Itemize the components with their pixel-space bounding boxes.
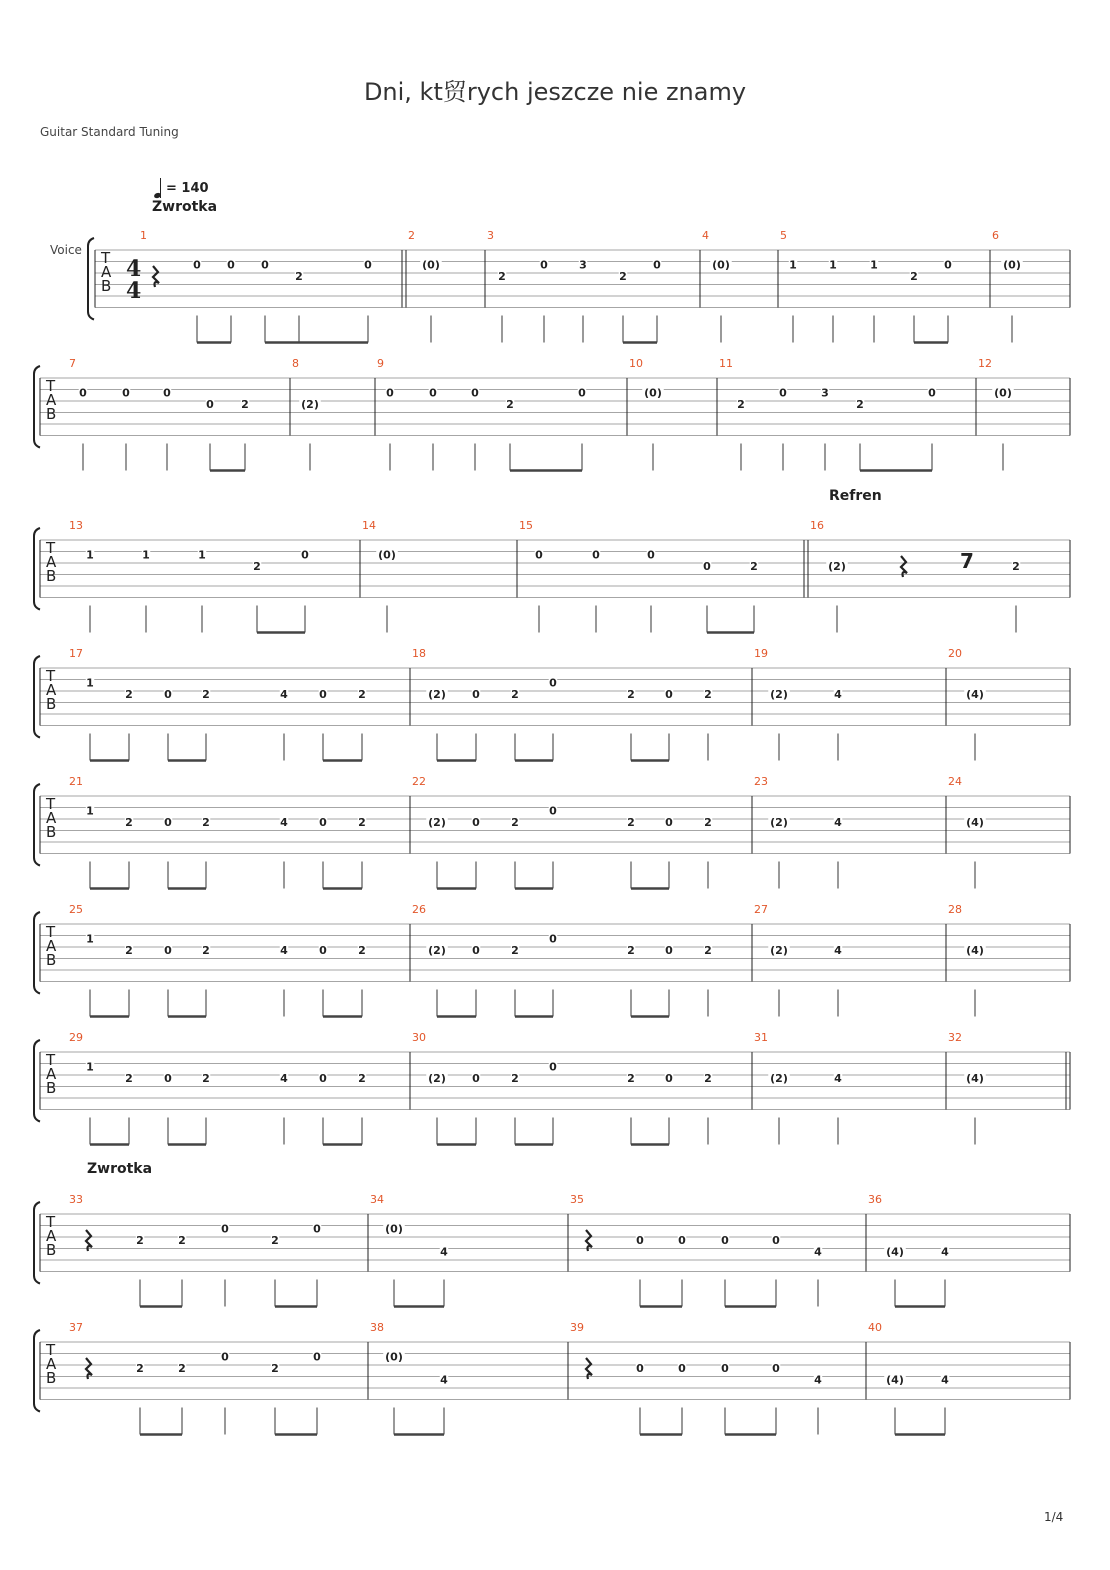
tuning-label: Guitar Standard Tuning xyxy=(40,125,179,139)
fret-number: 2 xyxy=(619,270,627,283)
fret-number: (2) xyxy=(428,816,446,829)
fret-number: 0 xyxy=(636,1234,644,1247)
measure-number: 23 xyxy=(754,775,768,788)
measure-number: 38 xyxy=(370,1321,384,1334)
fret-number: 1 xyxy=(86,1060,94,1074)
fret-number: 0 xyxy=(549,1060,557,1074)
tab-clef-letter: B xyxy=(101,277,112,295)
fret-number: 0 xyxy=(227,258,235,272)
measure-number: 22 xyxy=(412,775,426,788)
fret-number: 2 xyxy=(910,270,918,283)
fret-number: 2 xyxy=(627,1072,635,1085)
quarter-rest-icon xyxy=(86,1358,92,1379)
fret-number: 2 xyxy=(136,1362,144,1375)
fret-number: 2 xyxy=(511,944,519,957)
measure-number: 40 xyxy=(868,1321,882,1334)
fret-number: (2) xyxy=(828,560,846,573)
measure-number: 34 xyxy=(370,1193,384,1206)
fret-number: 2 xyxy=(498,270,506,283)
fret-number: 0 xyxy=(772,1234,780,1247)
fret-number: (4) xyxy=(966,816,984,829)
tempo-marking: = 140 xyxy=(166,181,209,196)
fret-number: 0 xyxy=(592,548,600,562)
tab-clef-letter: T xyxy=(46,377,56,395)
fret-number: 0 xyxy=(653,258,661,272)
tab-clef-letter: B xyxy=(46,695,57,713)
fret-number: 2 xyxy=(1012,560,1020,573)
measure-number: 12 xyxy=(978,357,992,370)
quarter-rest-icon xyxy=(586,1358,592,1379)
fret-number: 2 xyxy=(704,816,712,829)
fret-number: 2 xyxy=(737,398,745,411)
fret-number: 1 xyxy=(86,932,94,946)
fret-number: (2) xyxy=(770,944,788,957)
fret-number: 2 xyxy=(856,398,864,411)
fret-number: (4) xyxy=(966,688,984,701)
fret-number: 2 xyxy=(125,944,133,957)
fret-number: 0 xyxy=(193,258,201,272)
fret-number: (2) xyxy=(770,1072,788,1085)
fret-number: 0 xyxy=(364,258,372,272)
fret-number: 0 xyxy=(636,1362,644,1375)
fret-number: 2 xyxy=(511,816,519,829)
fret-number: (0) xyxy=(385,1222,403,1236)
measure-number: 28 xyxy=(948,903,962,916)
fret-number: 2 xyxy=(704,944,712,957)
fret-number: 4 xyxy=(280,688,288,701)
fret-number: 4 xyxy=(814,1373,822,1387)
fret-number: 2 xyxy=(125,688,133,701)
fret-number: 2 xyxy=(750,560,758,573)
measure-number: 5 xyxy=(780,229,787,242)
fret-number: 1 xyxy=(870,258,878,272)
fret-number: (4) xyxy=(886,1245,904,1259)
measure-number: 9 xyxy=(377,357,384,370)
fret-number: 0 xyxy=(319,816,327,829)
fret-number: 4 xyxy=(440,1373,448,1387)
fret-number: 2 xyxy=(704,1072,712,1085)
fret-number: 1 xyxy=(86,804,94,818)
tab-clef-letter: T xyxy=(46,539,56,557)
fret-number: 0 xyxy=(665,816,673,829)
fret-number: 4 xyxy=(280,944,288,957)
system-bracket xyxy=(34,784,40,866)
fret-number: 2 xyxy=(358,944,366,957)
fret-number: 0 xyxy=(549,932,557,946)
quarter-rest-icon xyxy=(86,1230,92,1251)
fret-number: 0 xyxy=(319,1072,327,1085)
fret-number: 4 xyxy=(280,816,288,829)
fret-number: 0 xyxy=(221,1350,229,1364)
fret-number: 2 xyxy=(202,816,210,829)
quarter-rest-icon xyxy=(153,266,159,287)
fret-number: 2 xyxy=(358,1072,366,1085)
section-label-zwrotka-2: Zwrotka xyxy=(87,1161,153,1177)
measure-number: 24 xyxy=(948,775,962,788)
fret-number: (0) xyxy=(712,258,730,272)
fret-number: (2) xyxy=(428,1072,446,1085)
tab-clef-letter: A xyxy=(46,391,57,409)
fret-number: 2 xyxy=(506,398,514,411)
fret-number: (2) xyxy=(770,688,788,701)
fret-number: 4 xyxy=(440,1245,448,1259)
measure-number: 16 xyxy=(810,519,824,532)
section-label-refren: Refren xyxy=(829,488,882,504)
fret-number: 0 xyxy=(261,258,269,272)
system-bracket xyxy=(34,1040,40,1122)
tab-clef-letter: B xyxy=(46,567,57,585)
tab-clef-letter: B xyxy=(46,1369,57,1387)
measure-number: 31 xyxy=(754,1031,768,1044)
fret-number: 4 xyxy=(834,1072,842,1085)
fret-number: 0 xyxy=(79,386,87,400)
measure-number: 10 xyxy=(629,357,643,370)
fret-number: 0 xyxy=(944,258,952,272)
tab-clef-letter: B xyxy=(46,823,57,841)
fret-number: 0 xyxy=(122,386,130,400)
fret-number: 2 xyxy=(627,944,635,957)
fret-number: 1 xyxy=(198,548,206,562)
fret-number: (0) xyxy=(385,1350,403,1364)
fret-number: 4 xyxy=(814,1245,822,1259)
fret-number: 0 xyxy=(313,1350,321,1364)
fret-number: 4 xyxy=(941,1373,949,1387)
fret-number: 0 xyxy=(319,688,327,701)
fret-number: 2 xyxy=(202,1072,210,1085)
fret-number: 0 xyxy=(319,944,327,957)
fret-number: 0 xyxy=(164,944,172,957)
fret-number: 2 xyxy=(271,1362,279,1375)
fret-number: 1 xyxy=(829,258,837,272)
system-bracket xyxy=(88,238,94,320)
tab-clef-letter: T xyxy=(46,1051,56,1069)
fret-number: 0 xyxy=(535,548,543,562)
fret-number: 0 xyxy=(313,1222,321,1236)
system-bracket xyxy=(34,1202,40,1284)
page-number: 1/4 xyxy=(1044,1510,1064,1524)
tab-clef-letter: B xyxy=(46,1079,57,1097)
measure-number: 15 xyxy=(519,519,533,532)
fret-number: 0 xyxy=(779,386,787,400)
fret-number: 0 xyxy=(772,1362,780,1375)
fret-number: 0 xyxy=(665,1072,673,1085)
fret-number: 0 xyxy=(221,1222,229,1236)
fret-number: (4) xyxy=(966,1072,984,1085)
measure-number: 33 xyxy=(69,1193,83,1206)
fret-number: 0 xyxy=(540,258,548,272)
measure-number: 18 xyxy=(412,647,426,660)
fret-number: 2 xyxy=(178,1234,186,1247)
tab-clef-letter: T xyxy=(46,795,56,813)
fret-number: 2 xyxy=(511,1072,519,1085)
measure-number: 35 xyxy=(570,1193,584,1206)
fret-number: 2 xyxy=(178,1362,186,1375)
tab-clef-letter: B xyxy=(46,1241,57,1259)
fret-number: (4) xyxy=(886,1373,904,1387)
fret-number: 0 xyxy=(164,816,172,829)
fret-number: 0 xyxy=(471,386,479,400)
fret-number: 0 xyxy=(549,676,557,690)
tab-clef-letter: A xyxy=(46,937,57,955)
fret-number: 0 xyxy=(678,1234,686,1247)
measure-number: 30 xyxy=(412,1031,426,1044)
fret-number: 0 xyxy=(163,386,171,400)
fret-number: 2 xyxy=(295,270,303,283)
fret-number: 0 xyxy=(578,386,586,400)
fret-number: 4 xyxy=(941,1245,949,1259)
measure-number: 37 xyxy=(69,1321,83,1334)
fret-number: 0 xyxy=(665,688,673,701)
measure-number: 13 xyxy=(69,519,83,532)
fret-number: 0 xyxy=(647,548,655,562)
measure-number: 39 xyxy=(570,1321,584,1334)
time-signature-top: 4 xyxy=(126,256,142,282)
measure-number: 32 xyxy=(948,1031,962,1044)
measure-number: 26 xyxy=(412,903,426,916)
measure-number: 7 xyxy=(69,357,76,370)
fret-number: 4 xyxy=(834,816,842,829)
fret-number: 0 xyxy=(472,688,480,701)
fret-number: 1 xyxy=(789,258,797,272)
fret-number: 2 xyxy=(136,1234,144,1247)
fret-number: 2 xyxy=(241,398,249,411)
system-bracket xyxy=(34,912,40,994)
tab-clef-letter: A xyxy=(46,1065,57,1083)
fret-number: 0 xyxy=(721,1234,729,1247)
fret-number: 0 xyxy=(472,816,480,829)
quarter-rest-icon xyxy=(586,1230,592,1251)
tab-clef-letter: T xyxy=(101,249,111,267)
fret-number: (4) xyxy=(966,944,984,957)
fret-number: 2 xyxy=(125,1072,133,1085)
fret-number: (2) xyxy=(770,816,788,829)
fret-number: 3 xyxy=(821,386,829,400)
measure-number: 27 xyxy=(754,903,768,916)
fret-number: 0 xyxy=(928,386,936,400)
fret-number: 2 xyxy=(202,944,210,957)
measure-number: 2 xyxy=(408,229,415,242)
fret-number: 0 xyxy=(665,944,673,957)
fret-number: 0 xyxy=(703,560,711,573)
fret-number: 2 xyxy=(511,688,519,701)
tab-clef-letter: A xyxy=(46,553,57,571)
fret-number: (0) xyxy=(422,258,440,272)
tab-clef-letter: A xyxy=(46,1227,57,1245)
tab-clef-letter: T xyxy=(46,1341,56,1359)
fret-number: 1 xyxy=(86,676,94,690)
tab-clef-letter: T xyxy=(46,1213,56,1231)
fret-number: 0 xyxy=(386,386,394,400)
system-bracket xyxy=(34,656,40,738)
measure-number: 8 xyxy=(292,357,299,370)
fret-number: 0 xyxy=(472,1072,480,1085)
fret-number: 0 xyxy=(429,386,437,400)
fret-number: 4 xyxy=(834,688,842,701)
fret-number: 2 xyxy=(202,688,210,701)
fret-number: 2 xyxy=(358,816,366,829)
fret-number: 0 xyxy=(678,1362,686,1375)
fret-number: (0) xyxy=(378,548,396,562)
time-signature-bottom: 4 xyxy=(126,278,142,304)
measure-number: 1 xyxy=(140,229,147,242)
eighth-rest-icon: 7 xyxy=(960,549,974,573)
fret-number: 0 xyxy=(164,688,172,701)
system-bracket xyxy=(34,1330,40,1412)
fret-number: 0 xyxy=(721,1362,729,1375)
fret-number: (2) xyxy=(301,398,319,411)
fret-number: (2) xyxy=(428,688,446,701)
measure-number: 14 xyxy=(362,519,376,532)
measure-number: 21 xyxy=(69,775,83,788)
system-bracket xyxy=(34,528,40,610)
measure-number: 29 xyxy=(69,1031,83,1044)
fret-number: 2 xyxy=(271,1234,279,1247)
tab-clef-letter: A xyxy=(46,1355,57,1373)
measure-number: 20 xyxy=(948,647,962,660)
tab-clef-letter: B xyxy=(46,951,57,969)
fret-number: (2) xyxy=(428,944,446,957)
measure-number: 17 xyxy=(69,647,83,660)
tab-clef-letter: B xyxy=(46,405,57,423)
fret-number: 0 xyxy=(164,1072,172,1085)
fret-number: 1 xyxy=(142,548,150,562)
tab-clef-letter: T xyxy=(46,923,56,941)
fret-number: 2 xyxy=(253,560,261,573)
measure-number: 3 xyxy=(487,229,494,242)
tab-clef-letter: A xyxy=(46,681,57,699)
fret-number: 0 xyxy=(549,804,557,818)
fret-number: 0 xyxy=(472,944,480,957)
fret-number: 2 xyxy=(627,816,635,829)
tab-clef-letter: A xyxy=(46,809,57,827)
fret-number: (0) xyxy=(644,386,662,400)
fret-number: 4 xyxy=(280,1072,288,1085)
fret-number: 3 xyxy=(579,258,587,272)
fret-number: 2 xyxy=(704,688,712,701)
fret-number: 2 xyxy=(125,816,133,829)
measure-number: 36 xyxy=(868,1193,882,1206)
fret-number: 1 xyxy=(86,548,94,562)
system-bracket xyxy=(34,366,40,448)
measure-number: 25 xyxy=(69,903,83,916)
measure-number: 6 xyxy=(992,229,999,242)
fret-number: 0 xyxy=(206,398,214,411)
fret-number: (0) xyxy=(994,386,1012,400)
quarter-rest-icon xyxy=(901,556,907,577)
measure-number: 19 xyxy=(754,647,768,660)
tab-clef-letter: A xyxy=(101,263,112,281)
page-title: Dni, kt贸rych jeszcze nie znamy xyxy=(363,78,747,106)
fret-number: 4 xyxy=(834,944,842,957)
measure-number: 4 xyxy=(702,229,709,242)
tab-clef-letter: T xyxy=(46,667,56,685)
track-name: Voice xyxy=(50,243,82,257)
fret-number: 2 xyxy=(627,688,635,701)
section-label-zwrotka-1: Zwrotka xyxy=(152,199,218,215)
measure-number: 11 xyxy=(719,357,733,370)
fret-number: 0 xyxy=(301,548,309,562)
fret-number: 2 xyxy=(358,688,366,701)
fret-number: (0) xyxy=(1003,258,1021,272)
